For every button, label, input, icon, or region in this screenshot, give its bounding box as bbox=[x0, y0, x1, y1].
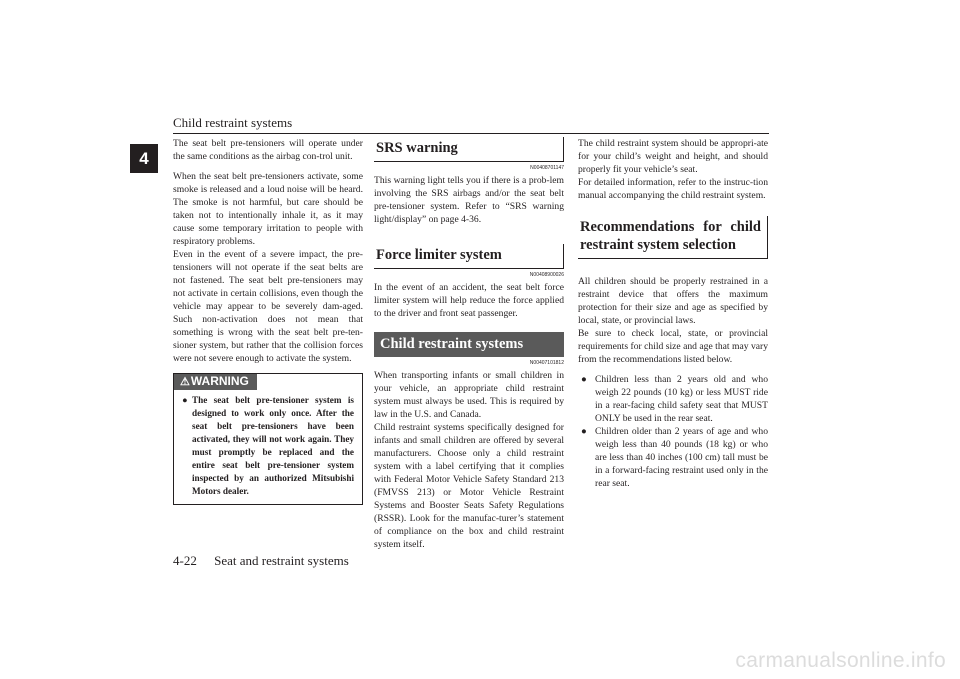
column-1 bbox=[173, 137, 363, 505]
paragraph: The child restraint system should be appropri-ate for your child’s weight and height, and should properly fit your vehicle’s seat. bbox=[578, 138, 768, 175]
paragraph: Even in the event of a severe impact, the pre-tensioners will not operate if the seat belts are not fastened. The seat belt pre-tensioners may not activate in certain collisions, even though the vehicle may appear to be severely dam-aged. Such non-activation does not mean that something is wrong with the seat belt pre-ten-sioner system, but rather that the collision forces were not severe enough to activate the system. bbox=[173, 249, 363, 364]
paragraph: All children should be properly restrained in a restraint device that offers the maximum protection for their size and age as specified by local, state, or provincial laws. bbox=[578, 276, 768, 326]
warning-label: ⚠WARNING bbox=[174, 374, 257, 390]
column-2 bbox=[374, 137, 564, 551]
section-title: Seat and restraint systems bbox=[214, 553, 349, 568]
warning-box bbox=[173, 373, 363, 505]
header-rule bbox=[173, 133, 769, 134]
heading-srs-warning: SRS warning bbox=[374, 137, 564, 162]
heading-child-restraint: Child restraint systems bbox=[374, 332, 564, 357]
paragraph: In the event of an accident, the seat belt force limiter system will help reduce the force applied to the driver and front seat passenger. bbox=[374, 282, 564, 319]
warning-triangle-icon: ⚠ bbox=[180, 376, 190, 388]
doc-code: N00407101812 bbox=[529, 360, 564, 366]
paragraph: The seat belt pre-tensioners will operate under the same conditions as the airbag con-trol unit. bbox=[173, 138, 363, 162]
doc-code: N00408701147 bbox=[530, 165, 564, 171]
watermark: carmanualsonline.info bbox=[735, 649, 946, 672]
warning-text: The seat belt pre-tensioner system is designed to work only once. After the seat belt pre-tensioners have been activated, they will not work again. They must promptly be replaced and the entire seat belt pre-tensioner system inspected by an authorized Mitsubishi Motors dealer. bbox=[192, 395, 354, 496]
bullet-icon: ● bbox=[581, 374, 587, 385]
list-item: ● Children less than 2 years old and who weigh 22 pounds (10 kg) or less MUST ride in a rear-facing child safety seat that MUST ONLY be used in the rear seat. bbox=[578, 373, 768, 425]
heading-recommendations: Recommendations for child restraint system selection bbox=[578, 216, 768, 259]
paragraph: When transporting infants or small children in your vehicle, an appropriate child restraint system must always be used. This is required by law in the U.S. and Canada. bbox=[374, 370, 564, 420]
page-header-title: Child restraint systems bbox=[173, 115, 293, 130]
heading-force-limiter: Force limiter system bbox=[374, 244, 564, 269]
bullet-icon: ● bbox=[581, 426, 587, 437]
page-number: 4-22 bbox=[173, 553, 197, 568]
column-3 bbox=[578, 137, 768, 490]
paragraph: When the seat belt pre-tensioners activate, some smoke is released and a loud noise will be heard. The smoke is not harmful, but care should be taken not to intentionally inhale it, as it may cause some temporary irritation to people with respiratory problems. bbox=[173, 171, 363, 247]
list-item: ● Children older than 2 years of age and who weigh less than 40 pounds (18 kg) or who are less than 40 inches (100 cm) tall must be in a forward-facing restraint used only in the rear seat. bbox=[578, 425, 768, 490]
paragraph: For detailed information, refer to the instruc-tion manual accompanying the child restraint system. bbox=[578, 177, 768, 201]
warning-body bbox=[174, 390, 362, 504]
paragraph: Be sure to check local, state, or provincial requirements for child size and age that may vary from the recommendations listed below. bbox=[578, 328, 768, 365]
doc-code: N00408900026 bbox=[529, 272, 564, 278]
recommendations-list bbox=[578, 373, 768, 490]
bullet-icon: ● bbox=[182, 395, 188, 405]
paragraph: Child restraint systems specifically designed for infants and small children are offered by several manufacturers. Choose only a child restraint system with a label certifying that it complies with Federal Motor Vehicle Safety Standard 213 (FMVSS 213) or Motor Vehicle Restraint Systems and Booster Seats Safety Regulations (RSSR). Look for the manufac-turer’s statement of compliance on the box and child restraint system itself. bbox=[374, 422, 564, 550]
chapter-tab: 4 bbox=[130, 144, 158, 173]
page-footer bbox=[173, 553, 349, 569]
paragraph: This warning light tells you if there is a prob-lem involving the SRS airbags and/or the seat belt pre-tensioner system. Refer to “SRS warning light/display” on page 4-36. bbox=[374, 175, 564, 225]
